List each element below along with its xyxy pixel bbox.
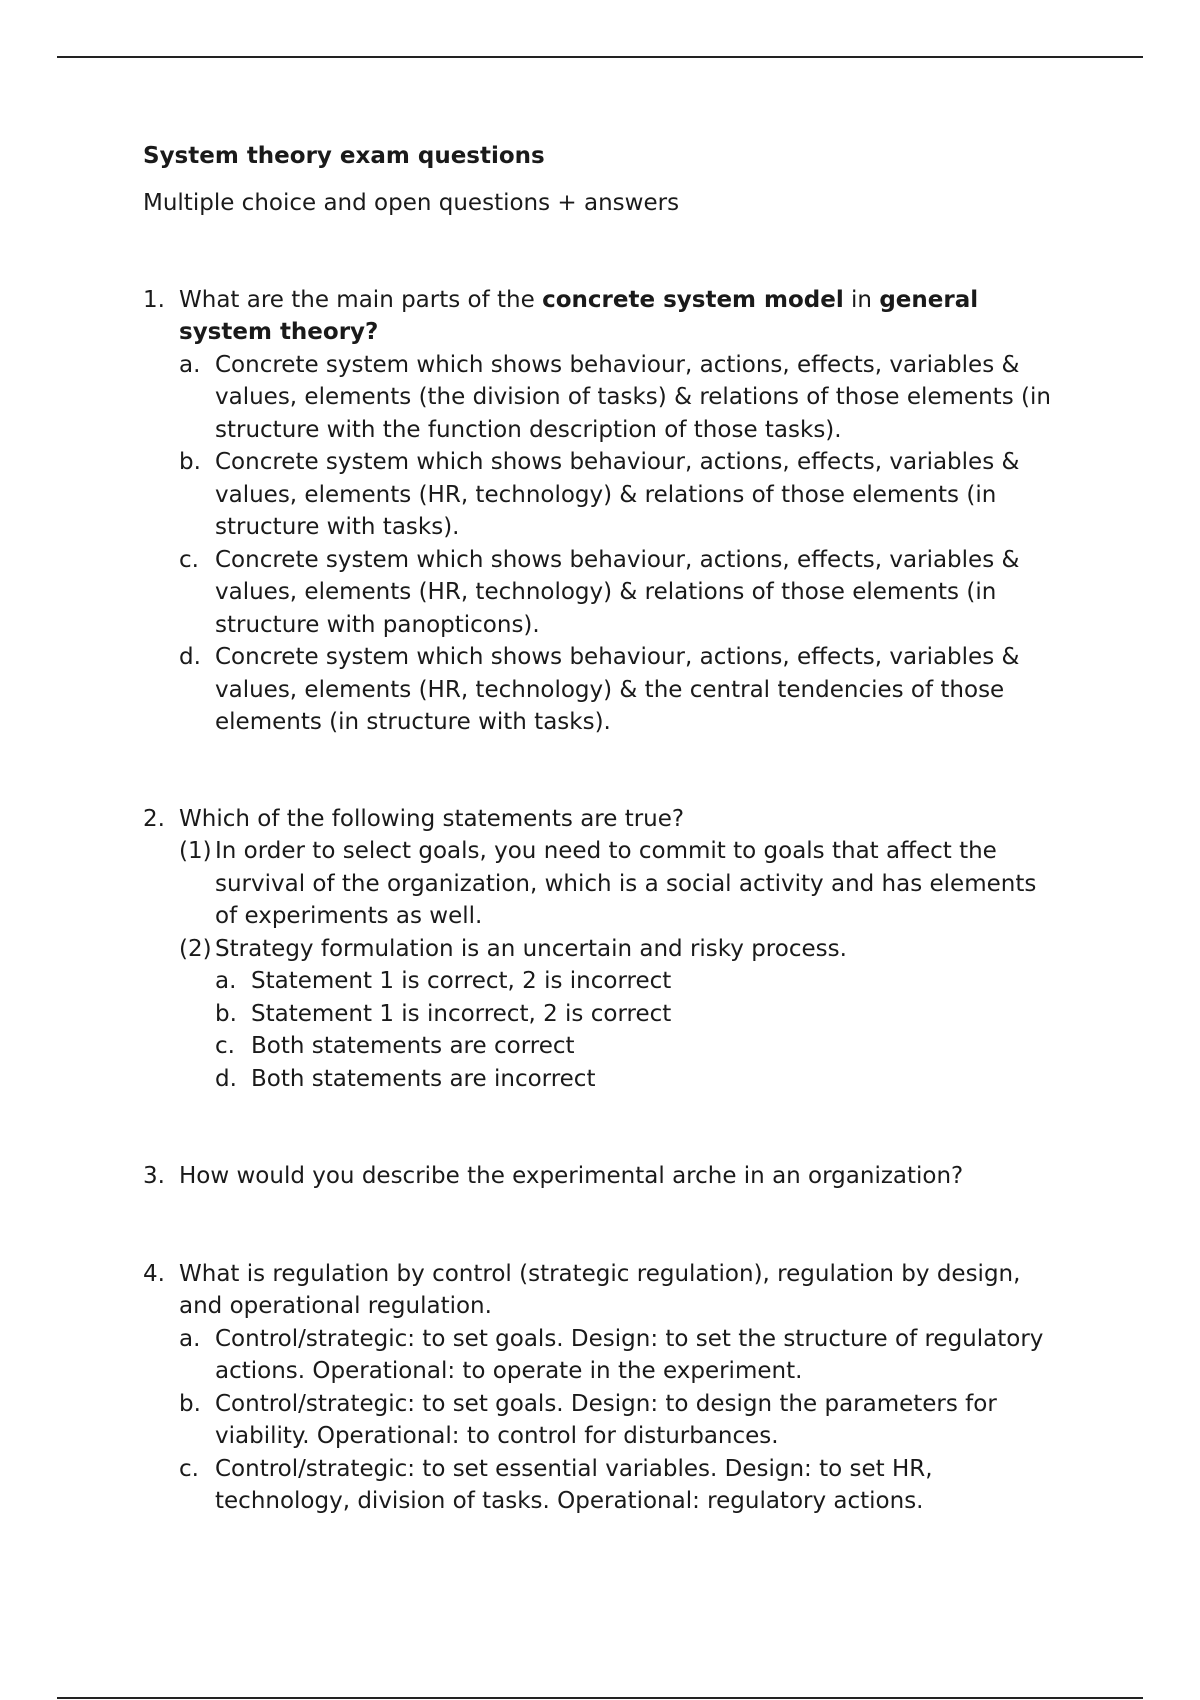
document-title: System theory exam questions bbox=[143, 143, 545, 169]
question-2 bbox=[143, 803, 1063, 1096]
option-letter: d. bbox=[215, 1065, 237, 1092]
question-number: 2. bbox=[143, 805, 165, 832]
document-page bbox=[143, 140, 1063, 1518]
question-emphasis: concrete system model bbox=[542, 286, 844, 313]
answer-option-b bbox=[215, 998, 1063, 1031]
question-text: How would you describe the experimental arche in an organization? bbox=[179, 1163, 964, 1189]
answer-option-b bbox=[179, 446, 1063, 544]
option-text: Control/strategic: to set goals. Design: to set the structure of regulatory actions. Operational: to operate in the experiment. bbox=[215, 1325, 1044, 1384]
answer-option-b bbox=[179, 1388, 1063, 1453]
option-letter: c. bbox=[179, 1455, 199, 1482]
option-text: Control/strategic: to set essential variables. Design: to set HR, technology, division of tasks. Operational: regulatory actions. bbox=[215, 1455, 933, 1514]
option-letter: a. bbox=[179, 351, 201, 378]
question-text-part: What are the main parts of the bbox=[179, 286, 543, 313]
option-text: Statement 1 is correct, 2 is incorrect bbox=[251, 968, 672, 994]
option-text: Concrete system which shows behaviour, actions, effects, variables & values, elements (HR, technology) & relations of those elements (in structure with tasks). bbox=[215, 449, 1020, 540]
option-letter: d. bbox=[179, 644, 201, 670]
question-number: 1. bbox=[143, 286, 165, 313]
question-emphasis: general system theory? bbox=[179, 286, 979, 345]
question-text-part: in bbox=[843, 286, 880, 313]
statement-1 bbox=[179, 835, 1063, 933]
question-number: 4. bbox=[143, 1260, 165, 1287]
option-letter: b. bbox=[215, 1000, 237, 1027]
header-rule bbox=[57, 56, 1143, 58]
answer-option-c bbox=[179, 1453, 1063, 1518]
option-letter: b. bbox=[179, 449, 201, 475]
statement-label: (1) bbox=[179, 838, 212, 864]
option-text: Both statements are correct bbox=[251, 1033, 575, 1059]
option-text: Concrete system which shows behaviour, actions, effects, variables & values, elements (the division of tasks) & relations of those elements (in structure with the function description of those tasks). bbox=[215, 351, 1051, 443]
option-letter: a. bbox=[179, 1325, 201, 1352]
answer-option-a bbox=[179, 349, 1063, 447]
question-1 bbox=[143, 284, 1063, 739]
footer-rule bbox=[57, 1697, 1143, 1699]
answer-option-d bbox=[179, 641, 1063, 739]
option-text: Concrete system which shows behaviour, actions, effects, variables & values, elements (HR, technology) & relations of those elements (in structure with panopticons). bbox=[215, 546, 1020, 638]
question-text bbox=[179, 284, 1063, 349]
answer-option-a bbox=[179, 1323, 1063, 1388]
option-text: Statement 1 is incorrect, 2 is correct bbox=[251, 1000, 672, 1027]
document-subtitle: Multiple choice and open questions + answers bbox=[143, 190, 680, 216]
statement-label: (2) bbox=[179, 935, 212, 962]
option-letter: a. bbox=[215, 968, 237, 994]
answer-option-d bbox=[215, 1063, 1063, 1096]
answer-option-c bbox=[215, 1030, 1063, 1063]
statement-2 bbox=[179, 933, 1063, 966]
option-letter: c. bbox=[215, 1033, 235, 1059]
option-letter: c. bbox=[179, 546, 199, 573]
question-text: Which of the following statements are true? bbox=[179, 805, 685, 832]
question-4 bbox=[143, 1258, 1063, 1518]
option-text: Control/strategic: to set goals. Design: to design the parameters for viability. Operational: to control for disturbances. bbox=[215, 1390, 997, 1449]
statement-text: Strategy formulation is an uncertain and risky process. bbox=[215, 935, 847, 962]
answer-option-c bbox=[179, 544, 1063, 642]
option-text: Concrete system which shows behaviour, actions, effects, variables & values, elements (HR, technology) & the central tendencies of those elements (in structure with tasks). bbox=[215, 644, 1020, 735]
question-text: What is regulation by control (strategic regulation), regulation by design, and operational regulation. bbox=[179, 1260, 1021, 1319]
option-letter: b. bbox=[179, 1390, 201, 1417]
answer-options bbox=[179, 965, 1063, 1095]
answer-option-a bbox=[215, 965, 1063, 998]
statement-text: In order to select goals, you need to commit to goals that affect the survival of the organization, which is a social activity and has elements of experiments as well. bbox=[215, 838, 1037, 929]
question-number: 3. bbox=[143, 1163, 165, 1189]
question-3 bbox=[143, 1160, 1063, 1193]
option-text: Both statements are incorrect bbox=[251, 1065, 596, 1092]
